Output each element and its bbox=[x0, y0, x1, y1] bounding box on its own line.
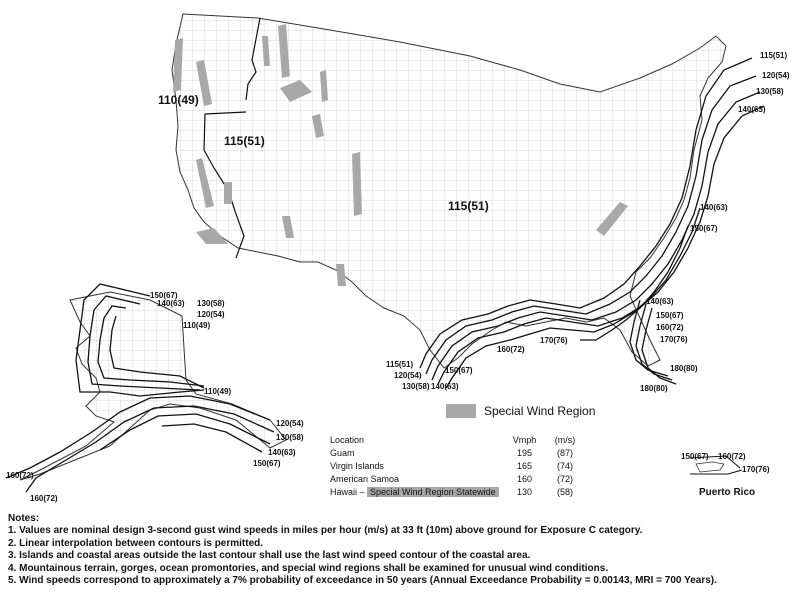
note-item: 1. Values are nominal design 3-second gust wind speeds in miles per hour (m/s) at 33 ft (10m) above ground for Exposure C category. bbox=[8, 525, 643, 537]
contour-label: 150(67) bbox=[253, 459, 281, 468]
region-label-intermountain: 115(51) bbox=[224, 134, 265, 148]
notes bbox=[8, 513, 717, 587]
contour-label: 170(76) bbox=[742, 465, 770, 474]
location-name: Guam bbox=[330, 448, 355, 458]
table-row bbox=[330, 474, 585, 487]
contour-label: 120(54) bbox=[394, 371, 422, 380]
location-name: American Samoa bbox=[330, 474, 400, 484]
legend bbox=[446, 404, 595, 418]
contour-label: 130(58) bbox=[402, 382, 430, 391]
contour-label: 140(63) bbox=[431, 382, 459, 391]
note-item: 5. Wind speeds correspond to approximately a 7% probability of exceedance in 50 years (Annual Exceedance Probability = 0.00143, MRI = 700 Years). bbox=[8, 575, 717, 587]
contour-label: 140(63) bbox=[738, 105, 766, 114]
legend-label: Special Wind Region bbox=[484, 404, 596, 418]
notes-title: Notes: bbox=[8, 513, 40, 524]
contour-label: 140(63) bbox=[268, 448, 296, 457]
contour-label: 150(67) bbox=[690, 224, 718, 233]
region-label-central: 115(51) bbox=[448, 199, 489, 213]
location-table bbox=[330, 435, 585, 500]
location-name bbox=[330, 487, 504, 500]
contour-label: 150(67) bbox=[445, 366, 473, 375]
contour-label: 140(63) bbox=[646, 297, 674, 306]
contour-label: 150(67) bbox=[656, 311, 684, 320]
location-ms: (72) bbox=[556, 474, 573, 484]
table-row bbox=[330, 487, 585, 500]
table-header bbox=[330, 435, 585, 448]
note-item: 4. Mountainous terrain, gorges, ocean promontories, and special wind regions shall be examined for unusual wind conditions. bbox=[8, 562, 609, 574]
contour-label: 160(72) bbox=[497, 345, 525, 354]
contour-label: 160(72) bbox=[6, 471, 34, 480]
table-row bbox=[330, 461, 585, 474]
header-vmph: Vmph bbox=[512, 435, 537, 445]
contour-label: 180(80) bbox=[640, 384, 668, 393]
contour-label: 120(54) bbox=[762, 71, 790, 80]
contour-label: 130(58) bbox=[197, 299, 225, 308]
contour-label: 110(49) bbox=[183, 321, 211, 330]
puerto-rico-title: Puerto Rico bbox=[699, 487, 756, 498]
hawaii-name: Hawaii – bbox=[330, 487, 365, 497]
header-location: Location bbox=[330, 435, 365, 445]
contour-label: 120(54) bbox=[197, 310, 225, 319]
contour-label: 120(54) bbox=[276, 419, 304, 428]
contour-label: 150(67) bbox=[681, 452, 709, 461]
location-vmph: 160 bbox=[516, 474, 533, 484]
contour-label: 140(63) bbox=[157, 299, 185, 308]
contour-label: 130(58) bbox=[756, 87, 784, 96]
contour-label: 130(58) bbox=[276, 433, 304, 442]
contour-label: 180(80) bbox=[670, 364, 698, 373]
note-item: 2. Linear interpolation between contours is permitted. bbox=[8, 537, 264, 549]
contour-label: 110(49) bbox=[204, 387, 232, 396]
contour-label: 160(72) bbox=[30, 494, 58, 503]
contour-label: 160(72) bbox=[718, 452, 746, 461]
location-ms: (87) bbox=[556, 448, 573, 458]
special-region-swatch bbox=[446, 404, 476, 418]
contour-label: 140(63) bbox=[700, 203, 728, 212]
contour-label: 115(51) bbox=[760, 51, 788, 60]
location-ms: (74) bbox=[556, 461, 573, 471]
contour-label: 170(76) bbox=[540, 336, 568, 345]
table-row bbox=[330, 448, 585, 461]
location-ms: (58) bbox=[556, 487, 573, 497]
contour-label: 160(72) bbox=[656, 323, 684, 332]
contour-label: 115(51) bbox=[386, 360, 414, 369]
note-item: 3. Islands and coastal areas outside the last contour shall use the last wind speed contour of the coastal area. bbox=[8, 550, 531, 562]
location-vmph: 165 bbox=[516, 461, 533, 471]
hawaii-special-note: Special Wind Region Statewide bbox=[367, 487, 499, 497]
contour-label: 150(67) bbox=[150, 291, 178, 300]
header-ms: (m/s) bbox=[554, 435, 576, 445]
region-label-west: 110(49) bbox=[158, 93, 199, 107]
location-name: Virgin Islands bbox=[330, 461, 384, 471]
location-vmph: 195 bbox=[516, 448, 533, 458]
contour-label: 170(76) bbox=[660, 335, 688, 344]
location-vmph: 130 bbox=[516, 487, 533, 497]
